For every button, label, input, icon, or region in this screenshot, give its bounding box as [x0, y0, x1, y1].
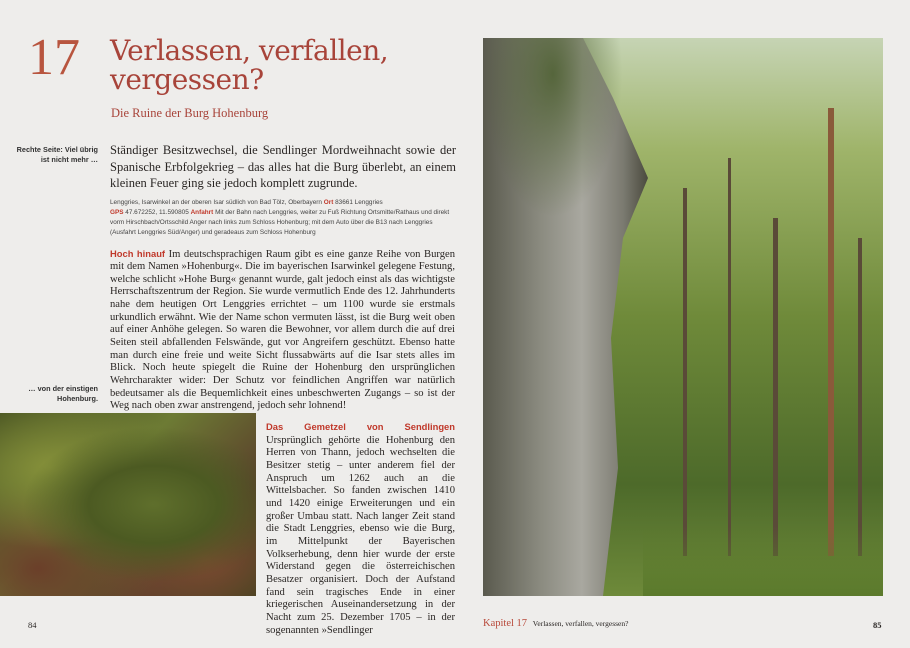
chapter-title [110, 36, 388, 94]
chapter-number: 17 [28, 29, 80, 86]
info-location: Lenggries, Isarwinkel an der oberen Isar südlich von Bad Tölz, Oberbayern [110, 198, 322, 206]
rock-moss [483, 38, 623, 218]
text-column [110, 142, 456, 637]
section-heading: Das Gemetzel von Sendlingen [266, 421, 455, 433]
tree-trunk [773, 218, 778, 556]
info-ort: 83661 Lenggries [335, 198, 383, 206]
forest-floor [643, 526, 883, 596]
chapter-title-line1: Verlassen, verfallen, [110, 34, 389, 67]
section-text: Im deutschsprachigen Raum gibt es eine ganze Reihe von Burgen mit dem Namen »Hohenburg«. Die im bayerischen Isarwinkel gelegene Festung, welche schlicht »Hohe Burg« genannt wurde, galt jedoch einst als das wichtigste Herrschaftszentrum der Region. Sie wurde vermutlich Ende des 12. Jahrhunderts nahe dem heutigen Ort Lenggries errichtet – um 1100 wurde sie erstmals urkundlich erwähnt. Wie der Name schon vermuten lässt, ist die Burg weit oben auf einer Anhöhe gelegen. So waren die Bewohner, vor allem durch die auf drei Seiten steil abfallenden Felswände, gut vor Angreifern geschützt. Ebenso hatte man durch eine freie und weite Sicht flussabwärts auf die Isar stets alles im Blick. Noch heute spiegelt die Ruine der Hohenburg den ursprünglichen Wehrcharakter wider: Der Schutz vor feindlichen Angriffen war natürlich bedeutsamer als die Bequemlichkeit eines unbeschwerten Zugangs – so ist der Weg nach oben zwar anstrengend, jedoch sehr lohnend! [110, 248, 456, 412]
tree-trunk [828, 108, 834, 556]
tree-trunk [728, 158, 731, 556]
photo-rock-forest [483, 38, 883, 596]
chapter-title-line2: vergessen? [110, 63, 264, 96]
footer-chapter-label: Kapitel 17 [483, 618, 528, 629]
page-number-left: 84 [28, 620, 37, 630]
running-footer [483, 618, 628, 629]
page-number-right: 85 [873, 620, 882, 630]
section-hoch-hinauf [110, 248, 455, 414]
info-gps-label: GPS [110, 208, 124, 216]
tree-trunk [858, 238, 862, 556]
section-heading: Hoch hinauf [110, 247, 166, 259]
lead-paragraph: Ständiger Besitzwechsel, die Sendlinger Mordweihnacht sowie der Spanische Erbfolgekrieg – das alles hat die Burg überlebt, an einem kleinen Feuer ging sie jedoch komplett zugrunde. [110, 143, 456, 190]
info-ort-label: Ort [323, 198, 334, 206]
info-anfahrt-label: Anfahrt [190, 208, 214, 216]
section-gemetzel [266, 421, 455, 637]
chapter-subtitle: Die Ruine der Burg Hohenburg [111, 106, 269, 120]
margin-note-right-page: Rechte Seite: Viel übrig ist nicht mehr … [16, 145, 98, 164]
info-box [110, 198, 456, 238]
margin-note-bottom: … von der einstigen Hohenburg. [28, 384, 98, 403]
section-text: Ursprünglich gehörte die Hohenburg den Herren von Thann, jedoch wechselten die Besitzer stetig – unter anderem fiel der Anspruch um 1262 auch an die Wittelsbacher. So fanden zwischen 1410 und 1420 einige Erweiterungen und ein großer Umbau statt. Nach langer Zeit stand die Stadt Lenggries, ebenso wie die Burg, im Mittelpunkt der Bayerischen Volkserhebung, denn hier wurde der erste Widerstand gegen die österreichischen Besatzer organisiert. Doch der Aufstand fand sein tragisches Ende in einer kriegerischen Auseinandersetzung in der Nacht zum 25. Dezember 1705 – in der sogenannten »Sendlinger [266, 434, 455, 636]
footer-chapter-title: Verlassen, verfallen, vergessen? [532, 619, 629, 628]
info-gps: 47.672252, 11.590805 [125, 208, 189, 216]
tree-trunk [683, 188, 687, 556]
info-anfahrt: Mit der Bahn nach Lenggries, weiter zu Fuß Richtung Ortsmitte/Rathaus und direkt vorm Hirschbach/Ortsschild Anger nach links zum Schloss Hohenburg; mit dem Auto über die B13 nach Lenggries (Ausfahrt Lenggries Süd/Anger) und geradeaus zum Schloss Hohenburg [110, 208, 450, 236]
